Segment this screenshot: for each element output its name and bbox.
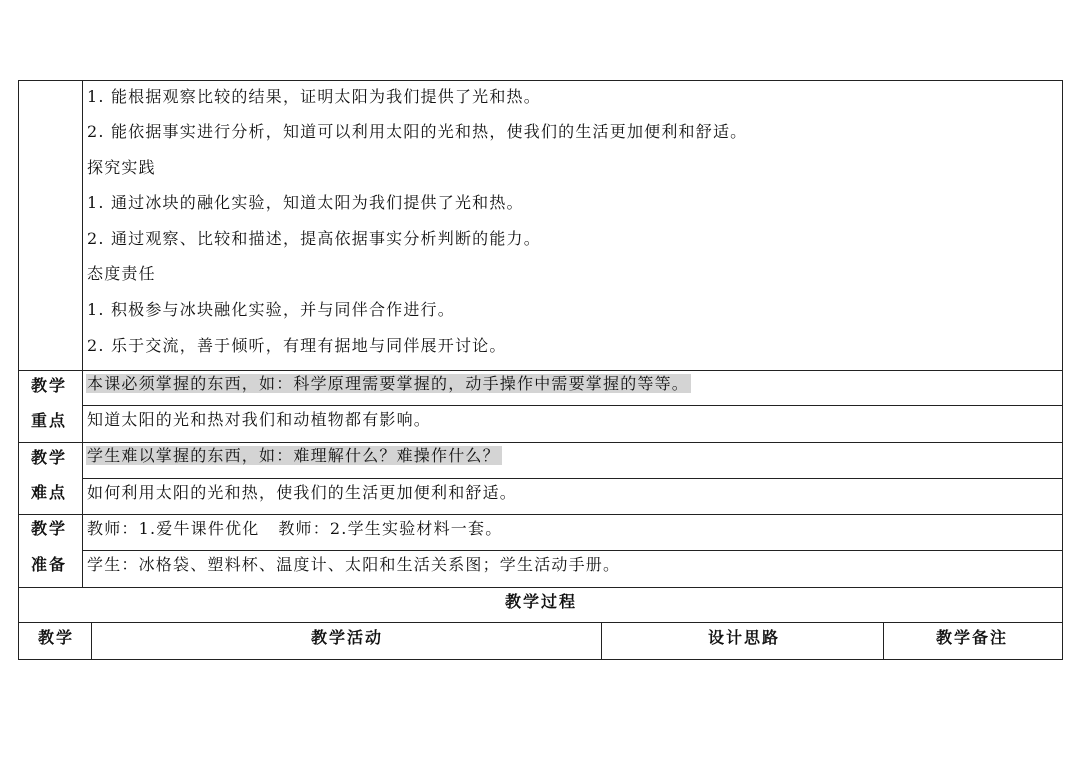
- row-divider: [18, 442, 1063, 443]
- process-column-header: 教学: [38, 628, 75, 647]
- row-divider: [82, 550, 1063, 551]
- difficulties-label: 教学: [31, 448, 68, 467]
- table-bottom-border: [18, 659, 1063, 660]
- objective-line: 2. 能依据事实进行分析，知道可以利用太阳的光和热，使我们的生活更加便利和舒适。: [87, 122, 748, 141]
- label-column-divider: [82, 80, 83, 588]
- row-divider: [18, 370, 1063, 371]
- row-divider: [82, 478, 1063, 479]
- table-left-border: [18, 80, 19, 660]
- objective-heading: 探究实践: [87, 158, 156, 177]
- objective-line: 1. 能根据观察比较的结果，证明太阳为我们提供了光和热。: [87, 87, 541, 106]
- objective-line: 1. 通过冰块的融化实验，知道太阳为我们提供了光和热。: [87, 193, 524, 212]
- key-points-label: 重点: [31, 411, 68, 430]
- objective-heading: 态度责任: [87, 264, 156, 283]
- process-column-divider: [601, 622, 602, 660]
- difficulties-content: 如何利用太阳的光和热，使我们的生活更加便利和舒适。: [87, 483, 518, 502]
- highlighted-note: 本课必须掌握的东西，如：科学原理需要掌握的，动手操作中需要掌握的等等。: [87, 374, 690, 393]
- process-column-header: 设计思路: [708, 628, 781, 647]
- preparation-student: 学生：冰格袋、塑料杯、温度计、太阳和生活关系图；学生活动手册。: [87, 555, 621, 574]
- preparation-teacher: 教师：1.爱牛课件优化 教师：2.学生实验材料一套。: [87, 519, 503, 538]
- highlighted-note: 学生难以掌握的东西，如：难理解什么？难操作什么？: [87, 446, 500, 465]
- objective-line: 2. 乐于交流，善于倾听，有理有据地与同伴展开讨论。: [87, 336, 507, 355]
- preparation-label: 教学: [31, 519, 68, 538]
- difficulties-note: [86, 445, 502, 467]
- key-points-note: [86, 373, 691, 395]
- objective-line: 2. 通过观察、比较和描述，提高依据事实分析判断的能力。: [87, 229, 541, 248]
- difficulties-label: 难点: [31, 483, 68, 502]
- process-column-divider: [883, 622, 884, 660]
- process-column-header: 教学备注: [936, 628, 1009, 647]
- process-title: 教学过程: [505, 592, 578, 611]
- row-divider: [18, 514, 1063, 515]
- row-divider: [82, 405, 1063, 406]
- preparation-label: 准备: [31, 555, 68, 574]
- process-column-divider: [91, 622, 92, 660]
- process-column-header: 教学活动: [311, 628, 384, 647]
- table-right-border: [1062, 80, 1063, 660]
- row-divider: [18, 587, 1063, 588]
- key-points-label: 教学: [31, 376, 68, 395]
- key-points-content: 知道太阳的光和热对我们和动植物都有影响。: [87, 410, 432, 429]
- row-divider: [18, 622, 1063, 623]
- objective-line: 1. 积极参与冰块融化实验，并与同伴合作进行。: [87, 300, 455, 319]
- table-top-border: [18, 80, 1063, 81]
